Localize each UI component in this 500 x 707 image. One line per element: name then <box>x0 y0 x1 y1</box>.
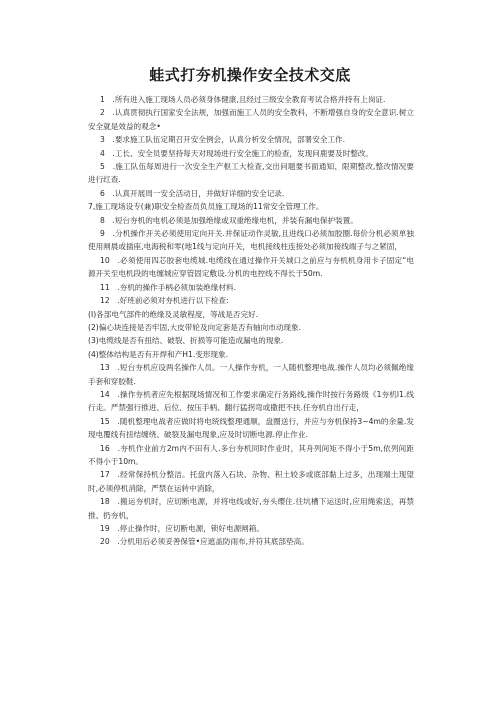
paragraph: 15 .随机整理电战者应做时将电统线整理通顺，盘圈送行，并应与夯机保持3~4m的余量.发现电覆线有扭结缠绕、破裂及漏电现象,应及时切断电源.停止作业. <box>88 416 414 440</box>
paragraph: 14 .操作夯机者应先根据现场情况和工作要求确定行务路线,操作时按行务路级《1夯机l1.线行走。严禁强行推进、后位、按压手柄、翻行猛拐弯或撒把不扶.任夯机自出行走， <box>88 389 414 413</box>
paragraph: 8 .短台夯机的电机必须是加强绝缘或双重绝缘电机，并装有漏电保护装置。 <box>100 215 358 225</box>
paragraph: 16 .夯机作业前方2m内不田有人.多台夯机同时作业时，其舟列间矩不得小于5m,依列间距不得小于10m。 <box>88 443 414 466</box>
document-title: 蛙式打夯机操作安全技术交底 <box>149 66 351 84</box>
paragraph: 5 .施工队伍每周进行一次安全生产枢工大检查,交出问题要书面通知、限期整改,整改情况要进行红查. <box>88 162 414 185</box>
paragraph: 20 .分机用后必须妥善保管•应遮盖防雨布,并符其底部垫高。 <box>100 537 309 547</box>
list-item: (2)偏心块连接是否牢固,大皮带轮及向定套是否有轴向市动现象. <box>88 322 302 332</box>
paragraph: 3 .要求施工队伍定期召开安全例会，认真分析安全情况，部署安全工作. <box>100 135 346 145</box>
paragraph: 12 .好班前必须对夯机进行以下检查: <box>100 296 229 306</box>
paragraph: 1 .所有进入施工现场人员必须身体健康,且经过三级安全教育考试合格并持有上岗证. <box>100 95 386 104</box>
paragraph: 10 .必须使用四芯胶套电缆城.电缆线在通过操作开关城口之前应与夯机机身用卡子固定“电源开关至电机段的电缠城应穿管固定敷设.分机的电控线不得长于50m. <box>88 255 414 279</box>
paragraph: 2 .认真贯彻执行国家安全法规，加强而施工人员的安全教科，不断增强自身的安全意识.树立安全就是效益的观念• <box>88 108 414 131</box>
paragraph: 17 .经常保持机分整洁。托盘内落入石块、杂物、积土较多或底部黏上过多，出现端土现望时,必须停机消除，严禁在运转中消除， <box>88 470 414 493</box>
paragraph: 6 .认真开展周一安全活动日，并做好详细的安全记录. <box>100 188 285 198</box>
list-item: (3)电缆线是否有扭结、破裂、折损等可能造成漏电的现象. <box>88 336 284 346</box>
paragraph: 4 .工长、安全员要坚持每天对现场进行安全施工的检查，发现问鹿要及时整改。 <box>100 148 374 158</box>
paragraph: 9 .分机操作开关必须使用定向开关.并保证动作灵敏,且进线口必须加胶圈.每价分机必须单独使用闸晨或插座,电海税和零(地1线与定向开关，电机接线柱连接处必须加接线端子与之紧固， <box>88 229 414 252</box>
document-body <box>88 93 414 549</box>
paragraph: 19 .停止操作时，应切断电源，锁好电源闸箱。 <box>100 524 264 533</box>
paragraph: 18 .搬运夯机时，应切断电源，并将电线或好,夯头缨住.往坑槽下运送时,应用绳索送，再禁推、扔夯机， <box>88 497 414 520</box>
paragraph: 13 .短台夯机应设两名操作人员。一人操作夯机，一人随机整理电战.操作人员均必须佩绝缘手套和穿胶鞋. <box>88 363 414 386</box>
paragraph: 7,施工现场设专(兼)职安全检查员负员施工现场的11常安全管理工作。 <box>88 202 324 212</box>
list-item: (I)各部电气部件的绝缘及灵敏程度，等战是否完好. <box>88 309 259 319</box>
paragraph: 11 .夯机的操作手柄必须加装绝缘材料. <box>100 282 236 292</box>
list-item: (4)整体结构是否有开焊和产H1.变形现象. <box>88 349 229 359</box>
